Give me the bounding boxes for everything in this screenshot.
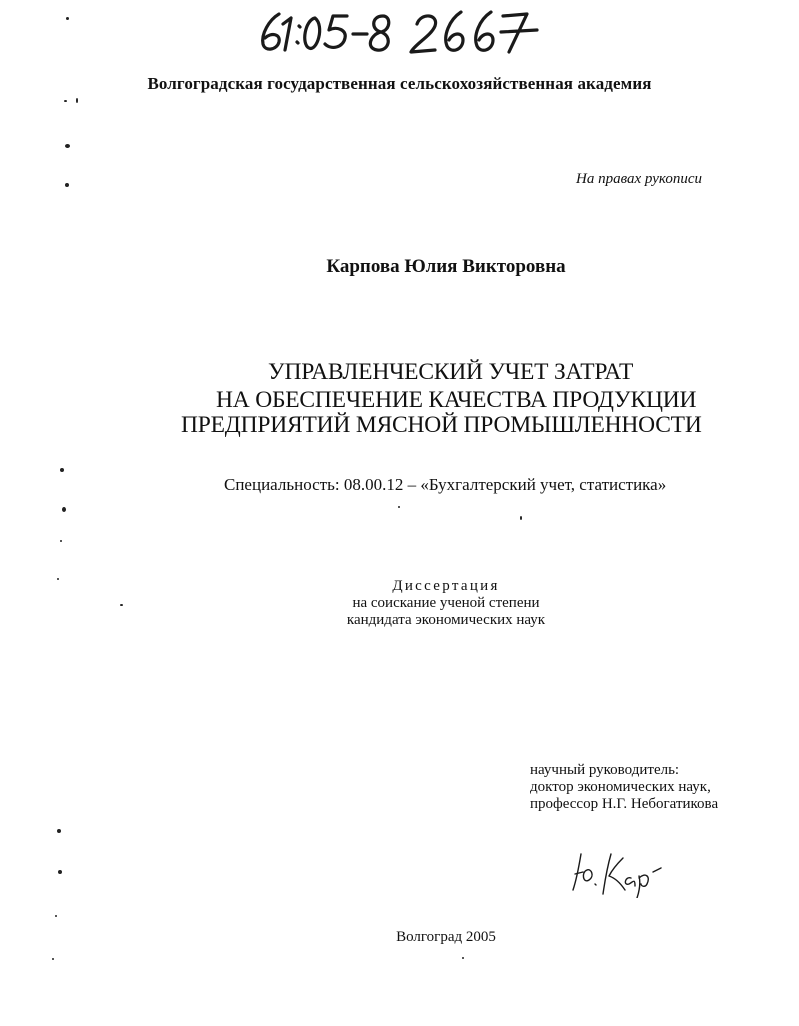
specialty-line: Специальность: 08.00.12 – «Бухгалтерский учет, статистика» [224, 475, 667, 494]
dissertation-degree-line: на соискание ученой степени [352, 595, 540, 611]
scan-speck [60, 540, 62, 542]
scan-speck [60, 468, 64, 472]
scan-speck [65, 183, 69, 187]
scan-speck [52, 958, 54, 960]
city-year: Волгоград 2005 [396, 929, 496, 945]
title-line-2: НА ОБЕСПЕЧЕНИЕ КАЧЕСТВА ПРОДУКЦИИ [216, 387, 697, 413]
scan-speck [120, 604, 123, 606]
author-name: Карпова Юлия Викторовна [326, 256, 566, 277]
scan-speck [62, 507, 66, 512]
signature [565, 848, 665, 898]
institution-name: Волгоградская государственная сельскохозяйственная академия [147, 74, 652, 93]
title-line-1: УПРАВЛЕНЧЕСКИЙ УЧЕТ ЗАТРАТ [268, 359, 634, 385]
dissertation-heading: Диссертация [392, 578, 500, 594]
scan-speck [64, 100, 67, 102]
supervisor-name: профессор Н.Г. Небогатикова [530, 796, 719, 812]
rights-note: На правах рукописи [576, 171, 702, 187]
archive-number-handwriting [255, 6, 540, 58]
scan-speck [462, 957, 464, 959]
scan-speck [57, 578, 59, 580]
dissertation-field-line: кандидата экономических наук [346, 612, 546, 628]
signature-handwriting [565, 848, 665, 898]
scan-speck [55, 915, 57, 917]
scan-speck [57, 829, 61, 833]
scan-speck [398, 506, 400, 508]
title-line-3: ПРЕДПРИЯТИЙ МЯСНОЙ ПРОМЫШЛЕННОСТИ [181, 412, 702, 438]
archive-number [255, 6, 540, 58]
scan-speck [520, 516, 522, 520]
supervisor-label: научный руководитель: [530, 762, 680, 778]
scan-speck [58, 870, 62, 874]
supervisor-degree: доктор экономических наук, [530, 779, 711, 795]
scan-speck [66, 17, 69, 20]
scan-speck [65, 144, 70, 148]
scan-speck [76, 98, 78, 103]
